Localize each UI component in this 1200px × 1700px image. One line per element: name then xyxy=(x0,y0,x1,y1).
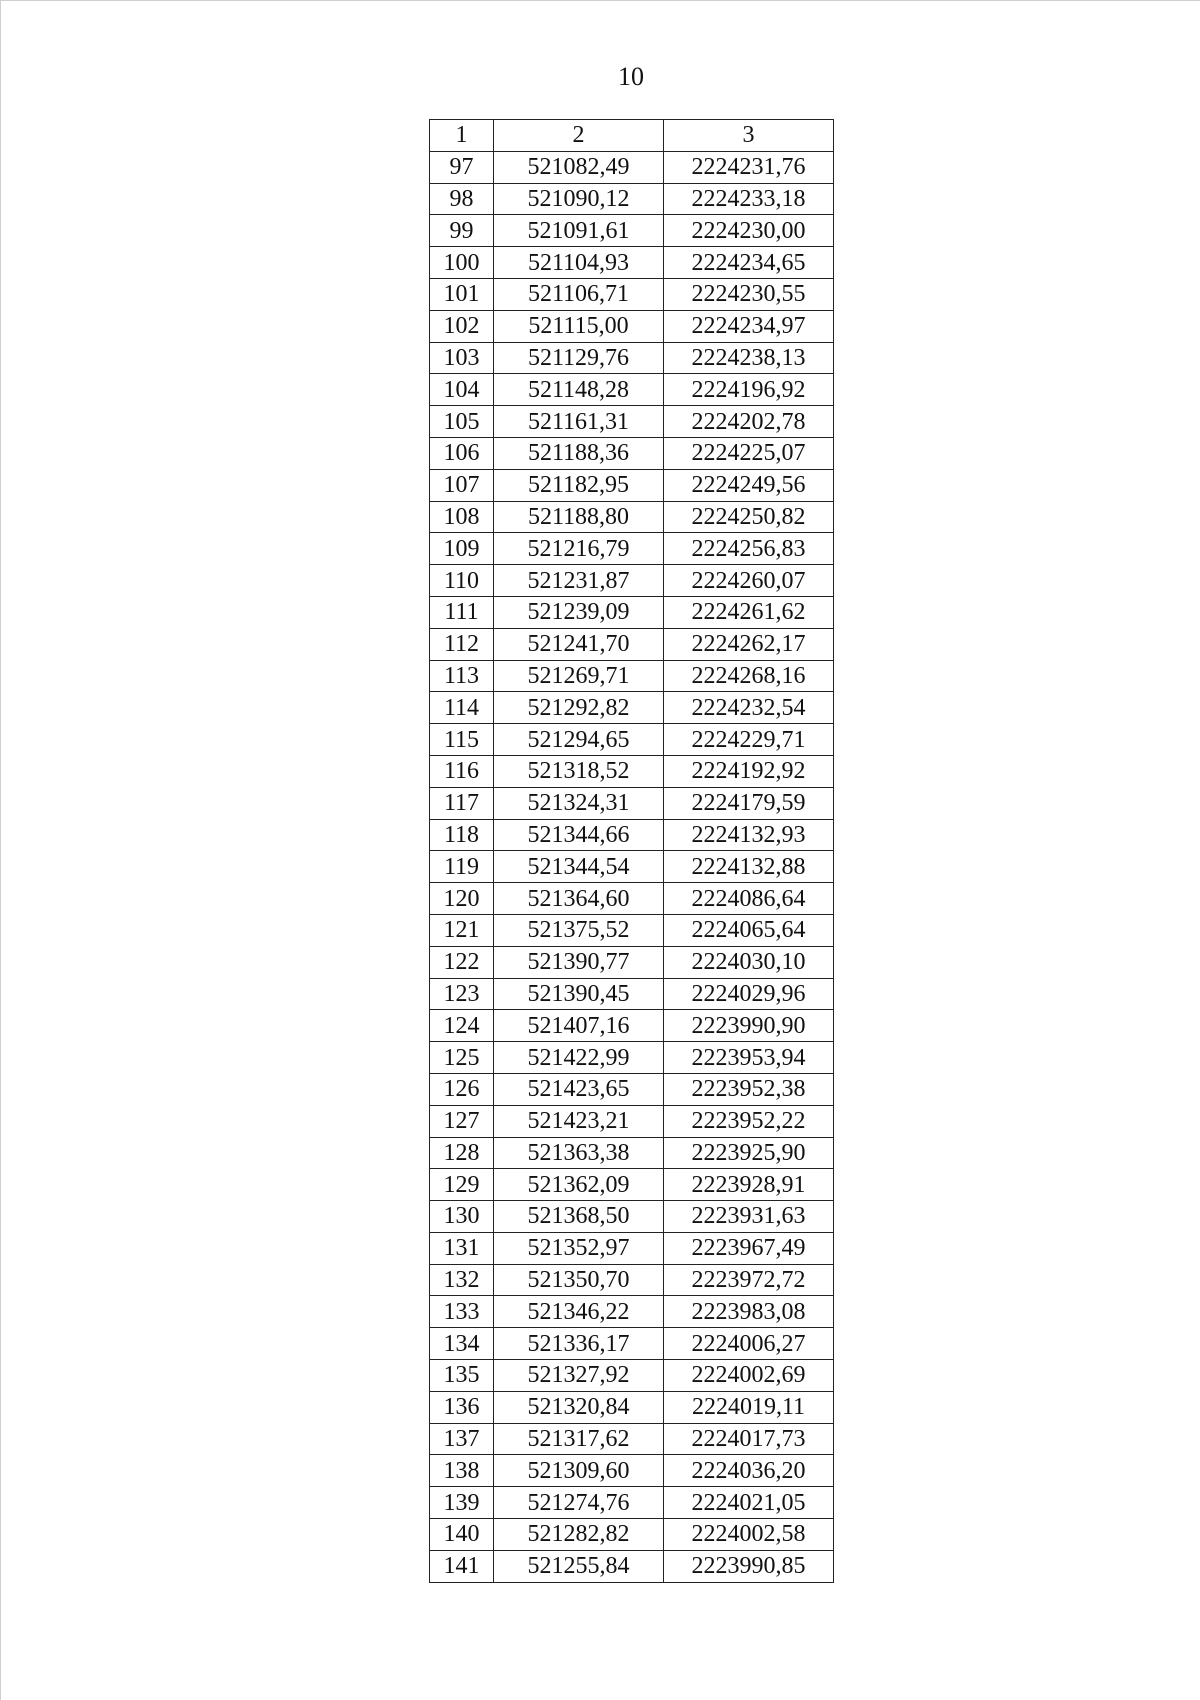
point-number-cell: 122 xyxy=(430,946,494,978)
x-coordinate-cell: 521344,54 xyxy=(494,851,664,883)
y-coordinate-cell: 2224249,56 xyxy=(664,469,834,501)
x-coordinate-cell: 521148,28 xyxy=(494,374,664,406)
point-number-cell: 128 xyxy=(430,1137,494,1169)
x-coordinate-cell: 521375,52 xyxy=(494,914,664,946)
table-row xyxy=(430,1073,834,1105)
table-row xyxy=(430,628,834,660)
point-number-cell: 125 xyxy=(430,1042,494,1074)
x-coordinate-cell: 521390,77 xyxy=(494,946,664,978)
y-coordinate-cell: 2224002,69 xyxy=(664,1360,834,1392)
point-number-cell: 106 xyxy=(430,437,494,469)
x-coordinate-cell: 521324,31 xyxy=(494,787,664,819)
x-coordinate-cell: 521423,21 xyxy=(494,1105,664,1137)
x-coordinate-cell: 521346,22 xyxy=(494,1296,664,1328)
x-coordinate-cell: 521318,52 xyxy=(494,755,664,787)
y-coordinate-cell: 2223931,63 xyxy=(664,1201,834,1233)
table-row xyxy=(430,883,834,915)
table-row xyxy=(430,1169,834,1201)
point-number-cell: 120 xyxy=(430,883,494,915)
point-number-cell: 108 xyxy=(430,501,494,533)
point-number-cell: 132 xyxy=(430,1264,494,1296)
y-coordinate-cell: 2224231,76 xyxy=(664,151,834,183)
y-coordinate-cell: 2224002,58 xyxy=(664,1519,834,1551)
y-coordinate-cell: 2224192,92 xyxy=(664,755,834,787)
y-coordinate-cell: 2224202,78 xyxy=(664,406,834,438)
point-number-cell: 127 xyxy=(430,1105,494,1137)
x-coordinate-cell: 521317,62 xyxy=(494,1423,664,1455)
table-row xyxy=(430,724,834,756)
x-coordinate-cell: 521188,80 xyxy=(494,501,664,533)
page-edge-top xyxy=(0,0,1200,1)
y-coordinate-cell: 2223972,72 xyxy=(664,1264,834,1296)
y-coordinate-cell: 2224021,05 xyxy=(664,1487,834,1519)
table-row xyxy=(430,1550,834,1582)
table-row xyxy=(430,851,834,883)
y-coordinate-cell: 2223967,49 xyxy=(664,1232,834,1264)
point-number-cell: 130 xyxy=(430,1201,494,1233)
y-coordinate-cell: 2224233,18 xyxy=(664,183,834,215)
y-coordinate-cell: 2224261,62 xyxy=(664,596,834,628)
point-number-cell: 131 xyxy=(430,1232,494,1264)
point-number-cell: 138 xyxy=(430,1455,494,1487)
x-coordinate-cell: 521082,49 xyxy=(494,151,664,183)
y-coordinate-cell: 2224036,20 xyxy=(664,1455,834,1487)
point-number-cell: 109 xyxy=(430,533,494,565)
table-row xyxy=(430,278,834,310)
table-row xyxy=(430,469,834,501)
table-row xyxy=(430,151,834,183)
point-number-cell: 116 xyxy=(430,755,494,787)
y-coordinate-cell: 2224260,07 xyxy=(664,565,834,597)
table-row xyxy=(430,1487,834,1519)
table-row xyxy=(430,1519,834,1551)
table-row xyxy=(430,310,834,342)
point-number-cell: 121 xyxy=(430,914,494,946)
table-row xyxy=(430,565,834,597)
table-header-row xyxy=(430,120,834,152)
y-coordinate-cell: 2224232,54 xyxy=(664,692,834,724)
point-number-cell: 113 xyxy=(430,660,494,692)
column-header-3: 3 xyxy=(664,120,834,152)
x-coordinate-cell: 521350,70 xyxy=(494,1264,664,1296)
y-coordinate-cell: 2224238,13 xyxy=(664,342,834,374)
table-row xyxy=(430,946,834,978)
x-coordinate-cell: 521282,82 xyxy=(494,1519,664,1551)
table-row xyxy=(430,1360,834,1392)
point-number-cell: 103 xyxy=(430,342,494,374)
column-header-1: 1 xyxy=(430,120,494,152)
x-coordinate-cell: 521106,71 xyxy=(494,278,664,310)
table-row xyxy=(430,1201,834,1233)
table-row xyxy=(430,501,834,533)
x-coordinate-cell: 521274,76 xyxy=(494,1487,664,1519)
y-coordinate-cell: 2223928,91 xyxy=(664,1169,834,1201)
x-coordinate-cell: 521390,45 xyxy=(494,978,664,1010)
x-coordinate-cell: 521336,17 xyxy=(494,1328,664,1360)
table-row xyxy=(430,1232,834,1264)
point-number-cell: 126 xyxy=(430,1073,494,1105)
point-number-cell: 124 xyxy=(430,1010,494,1042)
point-number-cell: 98 xyxy=(430,183,494,215)
point-number-cell: 136 xyxy=(430,1391,494,1423)
y-coordinate-cell: 2223990,90 xyxy=(664,1010,834,1042)
y-coordinate-cell: 2223952,38 xyxy=(664,1073,834,1105)
point-number-cell: 118 xyxy=(430,819,494,851)
y-coordinate-cell: 2223990,85 xyxy=(664,1550,834,1582)
y-coordinate-cell: 2224065,64 xyxy=(664,914,834,946)
table-row xyxy=(430,1423,834,1455)
table-row xyxy=(430,1455,834,1487)
table-row xyxy=(430,660,834,692)
point-number-cell: 112 xyxy=(430,628,494,660)
table-row xyxy=(430,183,834,215)
table-row xyxy=(430,914,834,946)
point-number-cell: 129 xyxy=(430,1169,494,1201)
column-header-2: 2 xyxy=(494,120,664,152)
x-coordinate-cell: 521239,09 xyxy=(494,596,664,628)
page-edge-left xyxy=(0,0,1,1700)
point-number-cell: 115 xyxy=(430,724,494,756)
point-number-cell: 133 xyxy=(430,1296,494,1328)
table-row xyxy=(430,692,834,724)
table-row xyxy=(430,1296,834,1328)
x-coordinate-cell: 521104,93 xyxy=(494,247,664,279)
table-row xyxy=(430,533,834,565)
y-coordinate-cell: 2224132,88 xyxy=(664,851,834,883)
coordinates-table xyxy=(429,119,834,1583)
y-coordinate-cell: 2224019,11 xyxy=(664,1391,834,1423)
table-row xyxy=(430,596,834,628)
x-coordinate-cell: 521091,61 xyxy=(494,215,664,247)
y-coordinate-cell: 2224262,17 xyxy=(664,628,834,660)
x-coordinate-cell: 521216,79 xyxy=(494,533,664,565)
table-row xyxy=(430,1010,834,1042)
x-coordinate-cell: 521231,87 xyxy=(494,565,664,597)
x-coordinate-cell: 521269,71 xyxy=(494,660,664,692)
point-number-cell: 134 xyxy=(430,1328,494,1360)
x-coordinate-cell: 521241,70 xyxy=(494,628,664,660)
table-row xyxy=(430,978,834,1010)
x-coordinate-cell: 521182,95 xyxy=(494,469,664,501)
x-coordinate-cell: 521423,65 xyxy=(494,1073,664,1105)
table-row xyxy=(430,1328,834,1360)
x-coordinate-cell: 521363,38 xyxy=(494,1137,664,1169)
y-coordinate-cell: 2223925,90 xyxy=(664,1137,834,1169)
y-coordinate-cell: 2224017,73 xyxy=(664,1423,834,1455)
point-number-cell: 101 xyxy=(430,278,494,310)
table-row xyxy=(430,787,834,819)
table-row xyxy=(430,247,834,279)
point-number-cell: 110 xyxy=(430,565,494,597)
table-row xyxy=(430,437,834,469)
x-coordinate-cell: 521161,31 xyxy=(494,406,664,438)
y-coordinate-cell: 2224268,16 xyxy=(664,660,834,692)
point-number-cell: 99 xyxy=(430,215,494,247)
table-row xyxy=(430,374,834,406)
point-number-cell: 119 xyxy=(430,851,494,883)
point-number-cell: 139 xyxy=(430,1487,494,1519)
table-row xyxy=(430,215,834,247)
y-coordinate-cell: 2224006,27 xyxy=(664,1328,834,1360)
x-coordinate-cell: 521327,92 xyxy=(494,1360,664,1392)
point-number-cell: 111 xyxy=(430,596,494,628)
y-coordinate-cell: 2224229,71 xyxy=(664,724,834,756)
y-coordinate-cell: 2223952,22 xyxy=(664,1105,834,1137)
table-row xyxy=(430,342,834,374)
y-coordinate-cell: 2224234,97 xyxy=(664,310,834,342)
table-row xyxy=(430,1264,834,1296)
point-number-cell: 107 xyxy=(430,469,494,501)
x-coordinate-cell: 521292,82 xyxy=(494,692,664,724)
y-coordinate-cell: 2224225,07 xyxy=(664,437,834,469)
y-coordinate-cell: 2224132,93 xyxy=(664,819,834,851)
table-row xyxy=(430,1105,834,1137)
table-row xyxy=(430,819,834,851)
page-number: 10 xyxy=(618,62,644,91)
point-number-cell: 141 xyxy=(430,1550,494,1582)
x-coordinate-cell: 521188,36 xyxy=(494,437,664,469)
y-coordinate-cell: 2224234,65 xyxy=(664,247,834,279)
table-row xyxy=(430,1042,834,1074)
y-coordinate-cell: 2223983,08 xyxy=(664,1296,834,1328)
x-coordinate-cell: 521422,99 xyxy=(494,1042,664,1074)
x-coordinate-cell: 521129,76 xyxy=(494,342,664,374)
x-coordinate-cell: 521090,12 xyxy=(494,183,664,215)
point-number-cell: 123 xyxy=(430,978,494,1010)
table-row xyxy=(430,1137,834,1169)
point-number-cell: 137 xyxy=(430,1423,494,1455)
point-number-cell: 104 xyxy=(430,374,494,406)
y-coordinate-cell: 2224230,55 xyxy=(664,278,834,310)
x-coordinate-cell: 521364,60 xyxy=(494,883,664,915)
x-coordinate-cell: 521294,65 xyxy=(494,724,664,756)
point-number-cell: 102 xyxy=(430,310,494,342)
y-coordinate-cell: 2224086,64 xyxy=(664,883,834,915)
table-row xyxy=(430,406,834,438)
x-coordinate-cell: 521362,09 xyxy=(494,1169,664,1201)
y-coordinate-cell: 2223953,94 xyxy=(664,1042,834,1074)
y-coordinate-cell: 2224030,10 xyxy=(664,946,834,978)
point-number-cell: 140 xyxy=(430,1519,494,1551)
point-number-cell: 135 xyxy=(430,1360,494,1392)
table-row xyxy=(430,755,834,787)
x-coordinate-cell: 521255,84 xyxy=(494,1550,664,1582)
point-number-cell: 105 xyxy=(430,406,494,438)
point-number-cell: 97 xyxy=(430,151,494,183)
y-coordinate-cell: 2224029,96 xyxy=(664,978,834,1010)
table-row xyxy=(430,1391,834,1423)
y-coordinate-cell: 2224179,59 xyxy=(664,787,834,819)
x-coordinate-cell: 521344,66 xyxy=(494,819,664,851)
x-coordinate-cell: 521115,00 xyxy=(494,310,664,342)
x-coordinate-cell: 521352,97 xyxy=(494,1232,664,1264)
point-number-cell: 114 xyxy=(430,692,494,724)
y-coordinate-cell: 2224250,82 xyxy=(664,501,834,533)
x-coordinate-cell: 521368,50 xyxy=(494,1201,664,1233)
y-coordinate-cell: 2224256,83 xyxy=(664,533,834,565)
point-number-cell: 100 xyxy=(430,247,494,279)
x-coordinate-cell: 521407,16 xyxy=(494,1010,664,1042)
table-body xyxy=(430,120,834,1583)
y-coordinate-cell: 2224196,92 xyxy=(664,374,834,406)
y-coordinate-cell: 2224230,00 xyxy=(664,215,834,247)
x-coordinate-cell: 521320,84 xyxy=(494,1391,664,1423)
point-number-cell: 117 xyxy=(430,787,494,819)
x-coordinate-cell: 521309,60 xyxy=(494,1455,664,1487)
